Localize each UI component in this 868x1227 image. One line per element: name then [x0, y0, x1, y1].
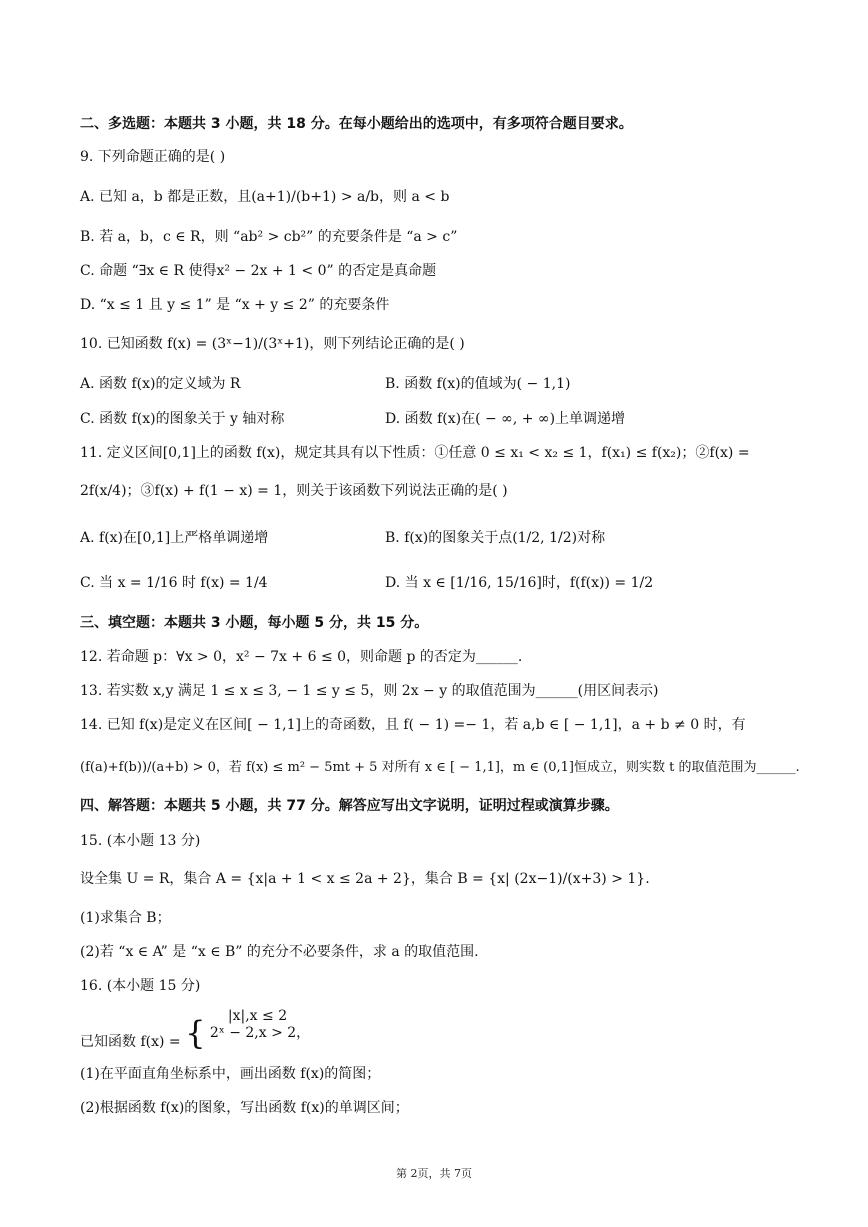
q16-case1: |x|,x ≤ 2	[227, 1008, 288, 1024]
q12: 12. 若命题 p：∀x > 0，x² − 7x + 6 ≤ 0，则命题 p 的否定为______.	[80, 649, 523, 665]
section-fill-blank: 三、填空题：本题共 3 小题，每小题 5 分，共 15 分。	[80, 615, 429, 631]
q9-stem: 9. 下列命题正确的是( )	[80, 149, 226, 165]
q11-option-b: B. f(x)的图象关于点(1/2, 1/2)对称	[385, 530, 606, 546]
section-solve: 四、解答题：本题共 5 小题，共 77 分。解答应写出文字说明，证明过程或演算步骤。	[80, 798, 619, 814]
q16-part2: (2)根据函数 f(x)的图象，写出函数 f(x)的单调区间；	[80, 1100, 409, 1116]
q16-part1: (1)在平面直角坐标系中，画出函数 f(x)的简图；	[80, 1066, 381, 1082]
q9-option-d: D. “x ≤ 1 且 y ≤ 1” 是 “x + y ≤ 2” 的充要条件	[80, 297, 390, 313]
page-footer: 第 2页，共 7页	[396, 1167, 472, 1180]
q16-header: 16. (本小题 15 分)	[80, 978, 201, 994]
q15-header: 15. (本小题 13 分)	[80, 833, 201, 849]
q14-line1: 14. 已知 f(x)是定义在区间[ − 1,1]上的奇函数，且 f( − 1) =− 1，若 a,b ∈ [ − 1,1]，a + b ≠ 0 时，有	[80, 717, 746, 733]
q10-option-c: C. 函数 f(x)的图象关于 y 轴对称	[80, 411, 285, 427]
q16-stem-prefix: 已知函数 f(x) =	[80, 1034, 186, 1050]
q11-option-c: C. 当 x = 1/16 时 f(x) = 1/4	[80, 575, 268, 591]
q15-part1: (1)求集合 B；	[80, 910, 171, 926]
q15-stem: 设全集 U = R，集合 A = {x|a + 1 < x ≤ 2a + 2}，集合 B = {x| (2x−1)/(x+3) > 1}.	[80, 871, 650, 887]
q14-line2: (f(a)+f(b))/(a+b) > 0，若 f(x) ≤ m² − 5mt + 5 对所有 x ∈ [ − 1,1]，m ∈ (0,1]恒成立，则实数 t 的取值范围为______.	[80, 760, 800, 775]
q10-option-a: A. 函数 f(x)的定义域为 R	[80, 376, 241, 392]
q15-part2: (2)若 “x ∈ A” 是 “x ∈ B” 的充分不必要条件，求 a 的取值范围.	[80, 944, 479, 960]
q10-option-b: B. 函数 f(x)的值域为( − 1,1)	[385, 376, 571, 392]
q9-option-b: B. 若 a，b，c ∈ R，则 “ab² > cb²” 的充要条件是 “a > c”	[80, 229, 458, 245]
q16-stem	[80, 1008, 311, 1052]
q11-option-d: D. 当 x ∈ [1/16, 15/16]时，f(f(x)) = 1/2	[385, 575, 654, 591]
q11-stem-line1: 11. 定义区间[0,1]上的函数 f(x)，规定其具有以下性质：①任意 0 ≤ x₁ < x₂ ≤ 1，f(x₁) ≤ f(x₂)；②f(x) =	[80, 445, 750, 461]
q11-option-a: A. f(x)在[0,1]上严格单调递增	[80, 530, 269, 546]
q16-brace: {	[185, 1014, 206, 1052]
q16-case2: 2ˣ − 2,x > 2，	[209, 1025, 311, 1041]
q10-option-d: D. 函数 f(x)在( − ∞, + ∞)上单调递增	[385, 411, 626, 427]
q11-stem-line2: 2f(x/4)；③f(x) + f(1 − x) = 1，则关于该函数下列说法正确的是( )	[80, 483, 508, 499]
q13: 13. 若实数 x,y 满足 1 ≤ x ≤ 3, − 1 ≤ y ≤ 5，则 2x − y 的取值范围为______(用区间表示)	[80, 683, 659, 699]
q9-option-c: C. 命题 “∃x ∈ R 使得x² − 2x + 1 < 0” 的否定是真命题	[80, 263, 437, 279]
q10-stem: 10. 已知函数 f(x) = (3ˣ−1)/(3ˣ+1)，则下列结论正确的是( )	[80, 336, 465, 352]
q16-cases	[210, 1008, 310, 1042]
section-multi-choice: 二、多选题：本题共 3 小题，共 18 分。在每小题给出的选项中，有多项符合题目要求。	[80, 116, 633, 132]
q9-option-a: A. 已知 a，b 都是正数，且(a+1)/(b+1) > a/b，则 a < b	[80, 189, 450, 205]
